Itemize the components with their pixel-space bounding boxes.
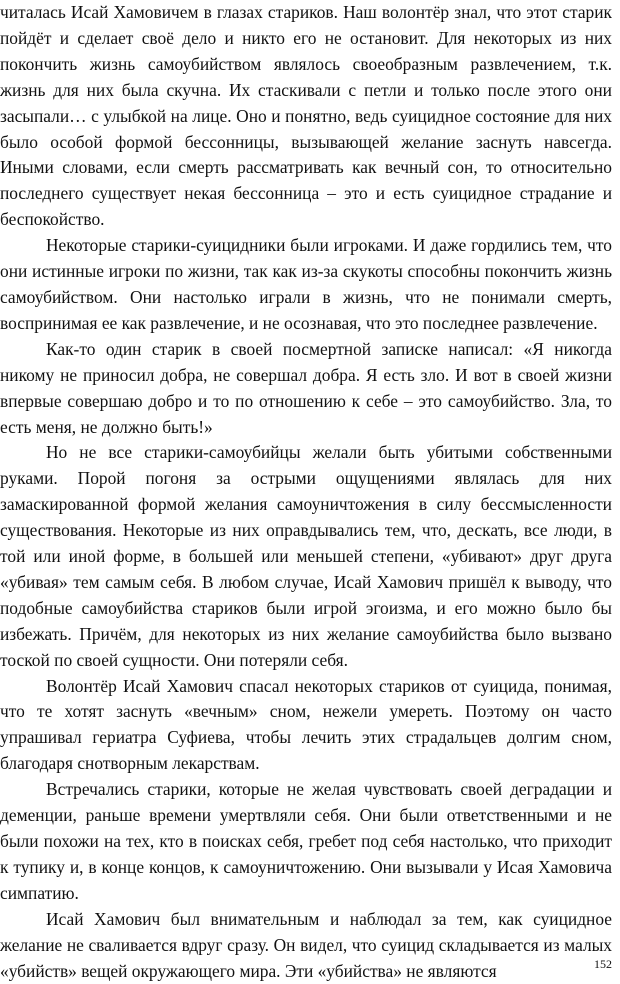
- paragraph-self-destruction: Но не все старики-самоубийцы желали быть убитыми собственными руками. Порой погоня за острыми ощущениями являлась для них замаскированной формой желания самоуничтожения в силу бессмысленности существования. Некоторые из них оправдывались тем, что, дескать, все люди, в той или иной форме, в большей или меньшей степени, «убивают» друг друга «убивая» тем самым себя. В любом случае, Исай Хамович пришёл к выводу, что подобные самоубийства стариков были игрой эгоизма, и его можно было бы избежать. Причём, для некоторых из них желание самоубийства было вызвано тоской по своей сущности. Они потеряли себя.: [0, 442, 612, 670]
- paragraph-continued: читалась Исай Хамовичем в глазах стариков. Наш волонтёр знал, что этот старик пойдёт и сделает своё дело и никто его не остановит. Для некоторых из них покончить жизнь самоубийством являлось своеобразным развлечением, т.к. жизнь для них была скучна. Их стаскивали с петли и только после этого они засыпали… с улыбкой на лице. Оно и понятно, ведь суицидное состояние для них было особой формой бессонницы, вызывающей желание заснуть навсегда. Иными словами, если смерть рассматривать как вечный сон, то относительно последнего существует некая бессонница – это и есть суицидное страдание и беспокойство.: [0, 2, 612, 230]
- paragraph-volunteer: Волонтёр Исай Хамович спасал некоторых стариков от суицида, понимая, что те хотят заснуть «вечным» сном, нежели умереть. Поэтому он часто упрашивал гериатра Суфиева, чтобы лечить этих страдальцев долгим сном, благодаря снотворным лекарствам.: [0, 675, 612, 774]
- paragraph-dementia: Встречались старики, которые не желая чувствовать своей деградации и деменции, раньше времени умертвляли себя. Они были ответственными и не были похожи на тех, кто в поисках себя, гребет под себя настолько, что приходит к тупику и, в конце концов, к самоуничтожению. Они вызывали у Исая Хамовича симпатию.: [0, 779, 612, 903]
- paragraph-gamblers: Некоторые старики-суицидники были игроками. И даже гордились тем, что они истинные игроки по жизни, так как из-за скукоты способны покончить жизнь самоубийством. Они настолько играли в жизнь, что не понимали смерть, воспринимая ее как развлечение, и не осознавая, что это последнее развлечение.: [0, 235, 612, 333]
- page-number: 152: [594, 957, 612, 971]
- paragraph-suicide-note: Как-то один старик в своей посмертной записке написал: «Я никогда никому не приносил добра, не совершал добра. Я есть зло. И вот в своей жизни впервые совершаю добро и то по отношению к себе – это самоубийство. Зла, то есть меня, не должно быть!»: [0, 338, 612, 437]
- paragraph-observation: Исай Хамович был внимательным и наблюдал за тем, как суицидное желание не сваливается вдруг сразу. Он видел, что суицид складывается из малых «убийств» вещей окружающего мира. Эти «убийства» не являются: [0, 908, 612, 981]
